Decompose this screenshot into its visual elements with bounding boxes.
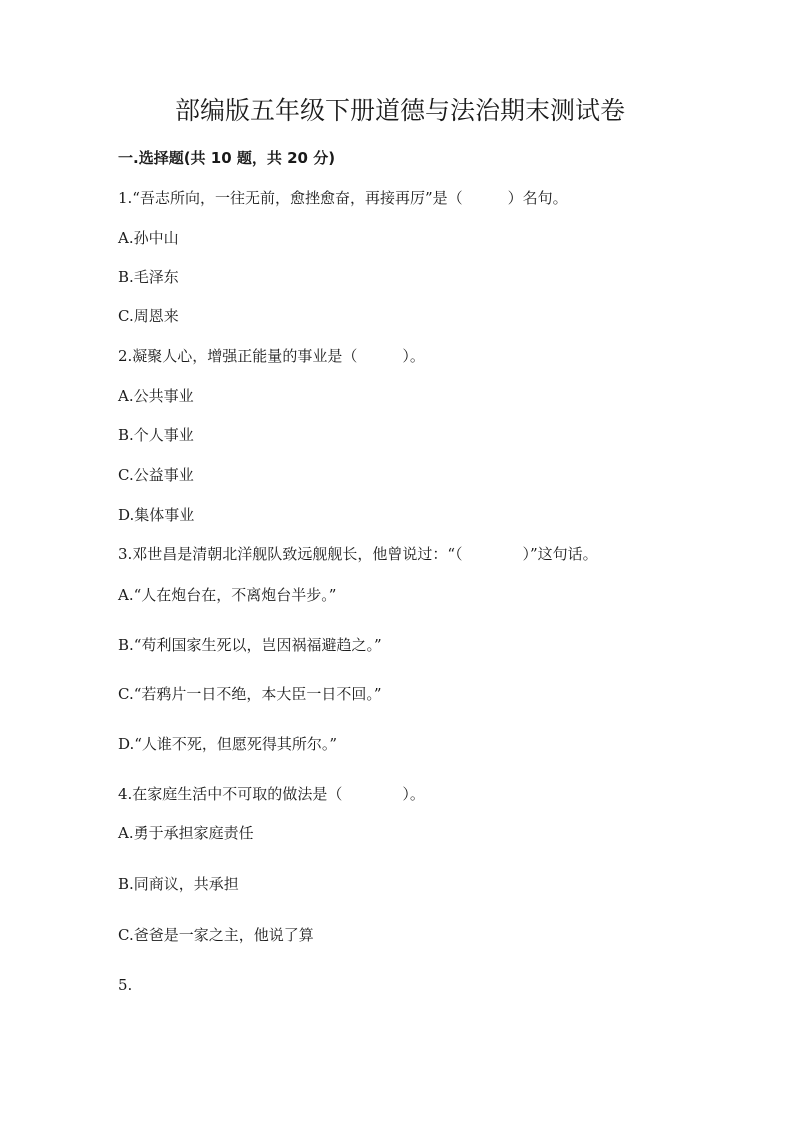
question-2-option-b: B.个人事业 [118, 426, 194, 444]
question-2-stem: 2.凝聚人心，增强正能量的事业是（ ）。 [118, 347, 425, 365]
question-1-option-a: A.孙中山 [118, 229, 179, 247]
question-2-option-c: C.公益事业 [118, 466, 194, 484]
question-1-stem: 1.“吾志所向，一往无前，愈挫愈奋，再接再厉”是（ ）名句。 [118, 189, 568, 207]
question-3-option-a: A.“人在炮台在，不离炮台半步。” [118, 586, 337, 604]
question-4-option-a: A.勇于承担家庭责任 [118, 824, 254, 842]
question-1-option-b: B.毛泽东 [118, 268, 179, 286]
question-3-option-c: C.“若鸦片一日不绝，本大臣一日不回。” [118, 685, 382, 703]
question-3-option-b: B.“苟利国家生死以，岂因祸福避趋之。” [118, 636, 382, 654]
question-1-option-c: C.周恩来 [118, 307, 179, 325]
question-4-option-b: B.同商议，共承担 [118, 875, 239, 893]
page-title: 部编版五年级下册道德与法治期末测试卷 [174, 96, 625, 125]
question-5-stem: 5. [118, 976, 133, 994]
question-4-stem: 4.在家庭生活中不可取的做法是（ ）。 [118, 785, 425, 803]
section-heading: 一.选择题(共 10 题，共 20 分) [118, 149, 336, 167]
question-3-stem: 3.邓世昌是清朝北洋舰队致远舰舰长，他曾说过：“（ ）”这句话。 [118, 545, 598, 563]
question-2-option-d: D.集体事业 [118, 506, 195, 524]
question-3-option-d: D.“人谁不死，但愿死得其所尔。” [118, 735, 338, 753]
question-4-option-c: C.爸爸是一家之主，他说了算 [118, 926, 314, 944]
question-2-option-a: A.公共事业 [118, 387, 194, 405]
